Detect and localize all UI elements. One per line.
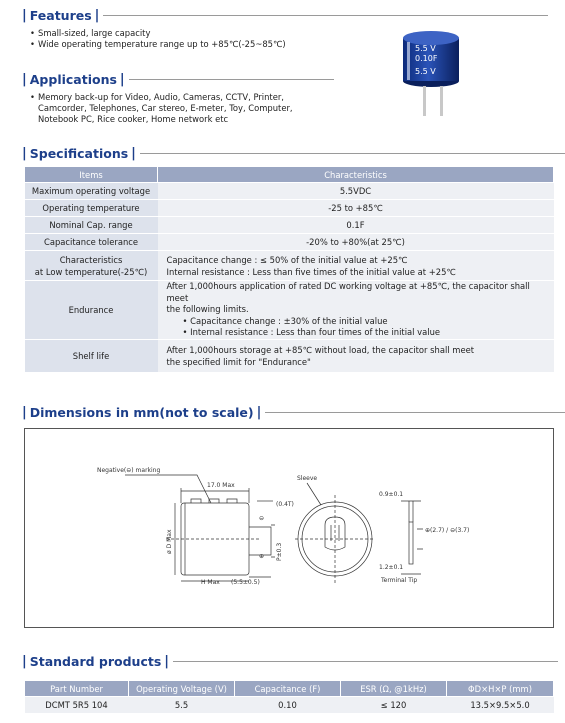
table-header: ΦD×H×P (mm) (447, 681, 554, 697)
value-line: Capacitance change : ≤ 50% of the initial value at +25℃ (166, 254, 408, 265)
lead-length-label: (5.5±0.5) (231, 579, 260, 586)
dimensions-heading (22, 403, 565, 421)
standard-products-heading (22, 652, 558, 670)
negative-marking-label: Negative(⊖) marking (97, 467, 161, 474)
spec-item: Endurance (25, 281, 158, 340)
table-header: ESR (Ω, @1kHz) (341, 681, 447, 697)
table-header: Operating Voltage (V) (129, 681, 235, 697)
heading-bar: | (131, 145, 136, 161)
heading-rule (140, 153, 565, 154)
spec-value (158, 251, 554, 281)
spec-item: Shelf life (25, 339, 158, 372)
table-row (25, 200, 554, 217)
table-row (25, 697, 554, 714)
table-row (25, 339, 554, 372)
spec-value (158, 339, 554, 372)
value-bullet: • Capacitance change : ±30% of the initial value (182, 315, 388, 326)
table-header: Characteristics (158, 167, 554, 183)
marking-voltage: 5.5 V (415, 44, 436, 53)
table-header: Items (25, 167, 158, 183)
dimension-drawing (25, 429, 553, 627)
spec-value: -20% to +80%(at 25℃) (158, 234, 554, 251)
features-list (30, 28, 286, 50)
list-item: • Small-sized, large capacity (30, 28, 286, 39)
standard-products-table (24, 680, 554, 714)
value-line: the following limits. (166, 304, 249, 314)
table-header: Part Number (25, 681, 129, 697)
spec-item (25, 251, 158, 281)
item-line: at Low temperature(-25℃) (34, 266, 148, 277)
heading-bar: | (22, 71, 27, 87)
table-row (25, 217, 554, 234)
offsets-label: ⊕(2.7) / ⊖(3.7) (425, 527, 470, 534)
value-line: Internal resistance : Less than five times of the initial value at +25℃ (166, 266, 456, 277)
heading-bar: | (22, 653, 27, 669)
terminal-tip-label: Terminal Tip (381, 577, 418, 584)
heading-bar: | (119, 71, 125, 87)
value-line: Internal resistance : Less than four times of the initial value (190, 327, 441, 337)
heading-rule (265, 412, 565, 413)
list-item (30, 92, 293, 125)
diameter-label: ø D Max (166, 529, 173, 554)
application-line: Memory back-up for Video, Audio, Cameras, CCTV, Printer, (38, 92, 284, 102)
spec-item: Nominal Cap. range (25, 217, 158, 234)
applications-title: Applications (29, 71, 117, 87)
pitch-label: P±0.3 (276, 542, 283, 561)
heading-bar: | (256, 404, 262, 420)
spec-item: Capacitance tolerance (25, 234, 158, 251)
table-row (25, 281, 554, 340)
marking-voltage2: 5.5 V (415, 67, 436, 76)
specifications-title: Specifications (29, 145, 129, 161)
dimensions-drawing-box (24, 428, 554, 628)
list-item: • Wide operating temperature range up to +85℃(-25~85℃) (30, 39, 286, 50)
marking-capacitance: 0.10F (415, 54, 438, 63)
part-number-cell: DCMT 5R5 104 (25, 697, 129, 714)
table-row (25, 251, 554, 281)
table-row (25, 234, 554, 251)
value-line: After 1,000hours storage at +85℃ without load, the capacitor shall meet (166, 344, 475, 355)
spec-item: Operating temperature (25, 200, 158, 217)
thickness-label: (0.4T) (276, 501, 294, 508)
value-line: the specified limit for "Endurance" (166, 356, 311, 367)
lead-thick-label: 1.2±0.1 (379, 564, 404, 571)
value-line: Capacitance change : ±30% of the initial value (190, 315, 388, 326)
heading-rule (173, 661, 558, 662)
spec-value (158, 281, 554, 340)
standard-products-title: Standard products (29, 653, 162, 669)
heading-bar: | (22, 145, 27, 161)
value-bullet: • Internal resistance : Less than four times of the initial value (182, 327, 441, 337)
applications-list (30, 92, 293, 125)
heading-rule (103, 15, 548, 16)
spec-value: -25 to +85℃ (158, 200, 554, 217)
table-row (25, 183, 554, 200)
heading-rule (129, 79, 334, 80)
plus-symbol: ⊕ (259, 553, 265, 560)
esr-cell: ≤ 120 (341, 697, 447, 714)
dimensions-title: Dimensions in mm(not to scale) (29, 404, 254, 420)
specifications-heading (22, 144, 565, 162)
spec-value: 5.5VDC (158, 183, 554, 200)
voltage-cell: 5.5 (129, 697, 235, 714)
heading-bar: | (22, 404, 27, 420)
item-line: Characteristics (59, 254, 123, 265)
features-title: Features (29, 7, 92, 23)
heading-bar: | (164, 653, 170, 669)
size-cell: 13.5×9.5×5.0 (447, 697, 554, 714)
applications-heading (22, 70, 334, 88)
heading-bar: | (94, 7, 100, 23)
height-label: H Max (201, 579, 220, 586)
spec-item: Maximum operating voltage (25, 183, 158, 200)
spec-value: 0.1F (158, 217, 554, 234)
sleeve-label: Sleeve (297, 475, 318, 482)
value-line: After 1,000hours application of rated DC working voltage at +85℃, the capacitor shall meet (166, 281, 530, 303)
capacitance-cell: 0.10 (235, 697, 341, 714)
lead-width-label: 0.9±0.1 (379, 491, 404, 498)
application-line: Notebook PC, Rice cooker, Home network etc (38, 114, 229, 124)
minus-symbol: ⊖ (259, 515, 265, 522)
heading-bar: | (22, 7, 27, 23)
capacitor-photo (395, 28, 475, 118)
features-heading (22, 6, 548, 24)
application-line: Camcorder, Telephones, Car stereo, E-meter, Toy, Computer, (38, 103, 293, 113)
specifications-table (24, 166, 554, 373)
table-header: Capacitance (F) (235, 681, 341, 697)
width-label: 17.0 Max (207, 482, 235, 489)
